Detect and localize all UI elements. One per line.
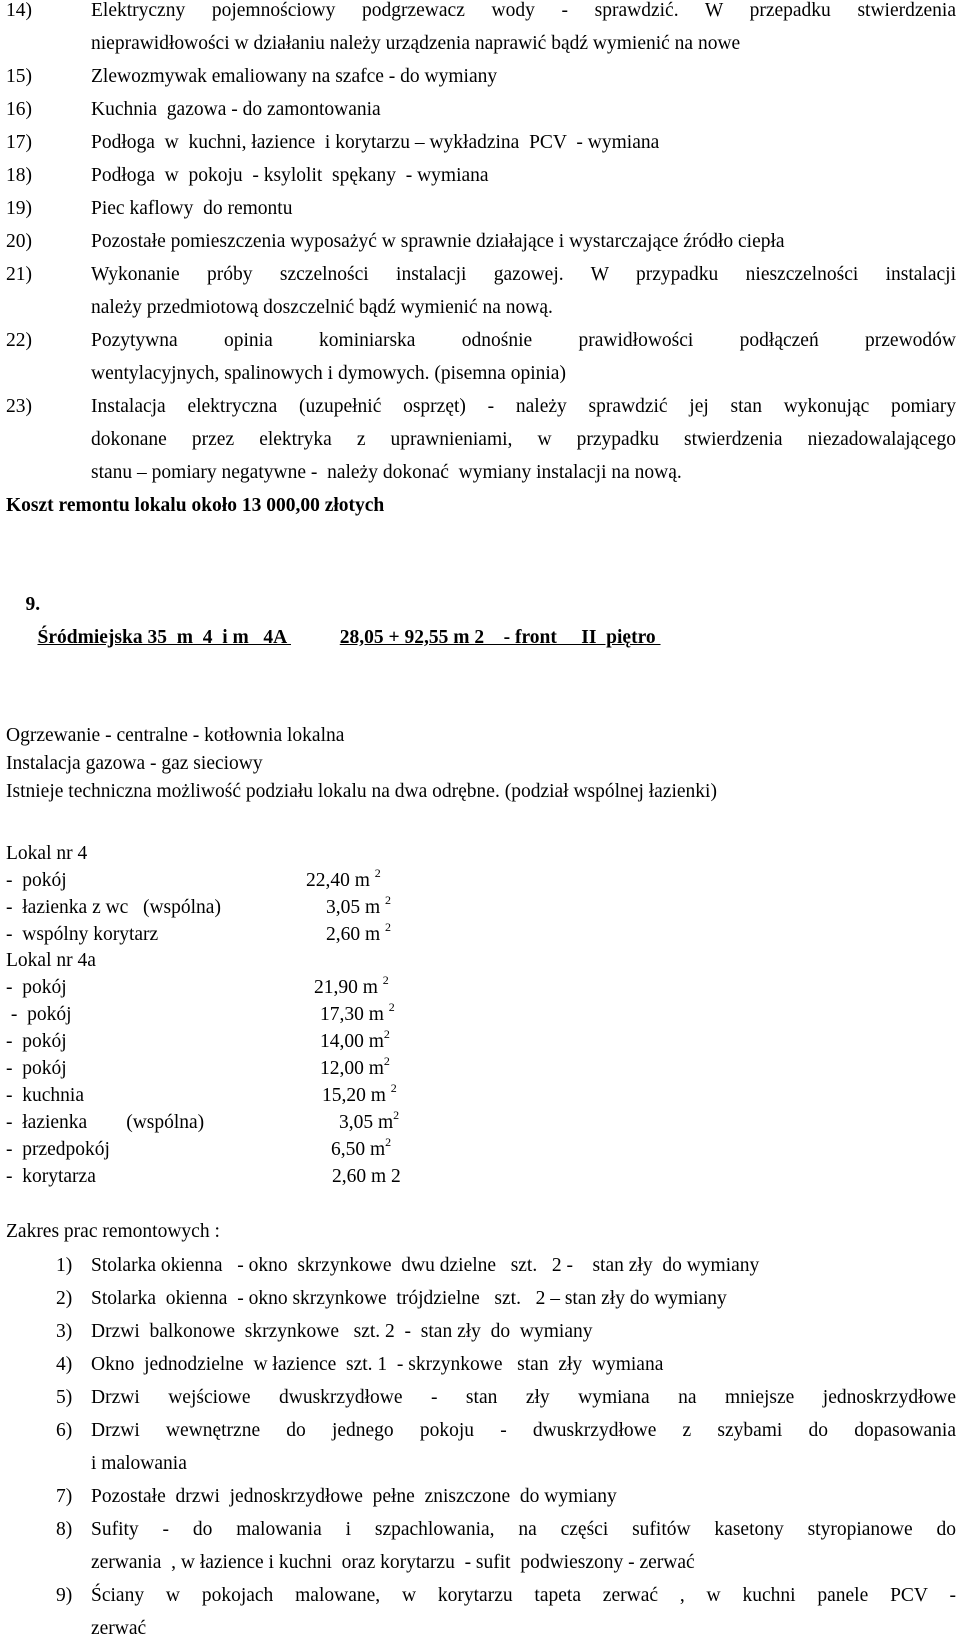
list-item-text: Drzwi balkonowe skrzynkowe szt. 2 - stan zły do wymiany: [91, 1321, 593, 1342]
room-area-value: 12,00 m: [320, 1058, 384, 1079]
area-unit-superscript: 2: [385, 919, 392, 934]
list-item: [6, 126, 956, 159]
list-item: [6, 159, 956, 192]
list-item: [6, 60, 956, 93]
list-item-text: Stolarka okienna - okno skrzynkowe trójdzielne szt. 2 – stan zły do wymiany: [91, 1288, 727, 1309]
list-item: [6, 1480, 956, 1513]
list-item-number: 22): [6, 330, 32, 351]
room-area-value: 6,50 m: [331, 1139, 386, 1160]
section-area: 28,05 + 92,55 m 2 - front II piętro: [339, 627, 661, 648]
area-unit-superscript: 2: [385, 1134, 392, 1149]
list-item-text: nieprawidłowości w działaniu należy urządzenia naprawić bądź wymienić na nowe: [91, 33, 741, 54]
room-name: - pokój: [6, 1004, 72, 1025]
list-item-text: Pozytywna opinia kominiarska odnośnie prawidłowości podłączeń przewodów: [91, 330, 956, 351]
room-area-value: 14,00 m: [320, 1031, 384, 1052]
division-info: Istnieje techniczna możliwość podziału lokalu na dwa odrębne. (podział wspólnej łazienki): [6, 781, 717, 802]
list-item-text: Okno jednodzielne w łazience szt. 1 - skrzynkowe stan zły wymiana: [91, 1354, 664, 1375]
list-item: [6, 390, 956, 489]
room-area: [306, 1160, 401, 1193]
document-page: [6, 0, 956, 1645]
area-unit-superscript: 2: [383, 1053, 390, 1068]
lokal-4-title: Lokal nr 4: [6, 843, 88, 864]
room-area-value: 22,40 m: [306, 870, 375, 891]
list-item-text: Zlewozmywak emaliowany na szafce - do wymiany: [91, 66, 498, 87]
repair-scope-title: Zakres prac remontowych :: [6, 1221, 220, 1242]
list-item-text: należy przedmiotową doszczelnić bądź wymienić na nową.: [91, 297, 553, 318]
list-item-text: Piec kaflowy do remontu: [91, 198, 293, 219]
list-item: [6, 192, 956, 225]
list-item: [6, 93, 956, 126]
list-item: [6, 258, 956, 324]
section-spacer: [291, 627, 340, 648]
area-unit-superscript: 2: [393, 1107, 400, 1122]
list-item-number: 8): [56, 1519, 73, 1540]
list-item-text: Pozostałe drzwi jednoskrzydłowe pełne zniszczone do wymiany: [91, 1486, 617, 1507]
list-item: [6, 1513, 956, 1579]
room-area-value: 3,05 m: [326, 897, 386, 918]
list-item-number: 14): [6, 0, 32, 21]
room-name: - przedpokój: [6, 1139, 110, 1160]
list-item-number: 7): [56, 1486, 73, 1507]
lokal-4a-rooms: [6, 971, 956, 1193]
room-name: - pokój: [6, 977, 67, 998]
list-item: [6, 1282, 956, 1315]
list-item-text: Podłoga w kuchni, łazience i korytarzu – wykładzina PCV - wymiana: [91, 132, 660, 153]
list-item-text: i malowania: [91, 1453, 187, 1474]
list-item: [6, 1381, 956, 1414]
list-item-number: 17): [6, 132, 32, 153]
list-item-number: 16): [6, 99, 32, 120]
room-area-value: 15,20 m: [322, 1085, 391, 1106]
list-item-number: 5): [56, 1387, 73, 1408]
list-item-text: Wykonanie próby szczelności instalacji gazowej. W przypadku nieszczelności instalacji: [91, 264, 956, 285]
cost-line: Koszt remontu lokalu około 13 000,00 złotych: [6, 495, 385, 516]
list-item-number: 19): [6, 198, 32, 219]
list-item-number: 6): [56, 1420, 73, 1441]
list-item-text: zerwać: [91, 1618, 147, 1639]
list-item-number: 3): [56, 1321, 73, 1342]
room-area: [306, 918, 391, 951]
section-number: 9.: [25, 594, 41, 615]
list-item-text: Kuchnia gazowa - do zamontowania: [91, 99, 381, 120]
area-unit-superscript: 2: [383, 1026, 390, 1041]
list-item-number: 18): [6, 165, 32, 186]
room-area-value: 17,30 m: [320, 1004, 389, 1025]
list-item-text: Sufity - do malowania i szpachlowania, na części sufitów kasetony styropianowe do: [91, 1519, 956, 1540]
room-name: - pokój: [6, 1058, 67, 1079]
gas-info: Instalacja gazowa - gaz sieciowy: [6, 753, 263, 774]
list-item-text: stanu – pomiary negatywne - należy dokonać wymiany instalacji na nową.: [91, 462, 682, 483]
room-name: - kuchnia: [6, 1085, 84, 1106]
list-item: [6, 1315, 956, 1348]
area-unit-superscript: 2: [385, 892, 392, 907]
list-item-number: 15): [6, 66, 32, 87]
room-name: - pokój: [6, 870, 67, 891]
list-item: [6, 324, 956, 390]
list-item-number: 1): [56, 1255, 73, 1276]
list-item: [6, 1249, 956, 1282]
list-item-text: dokonane przez elektryka z uprawnieniami, w przypadku stwierdzenia niezadowalającego: [91, 429, 956, 450]
list-item: [6, 1348, 956, 1381]
lokal-4a-title: Lokal nr 4a: [6, 950, 96, 971]
section-heading: [6, 555, 956, 687]
list-item-text: Instalacja elektryczna (uzupełnić osprzęt) - należy sprawdzić jej stan wykonując pomiary: [91, 396, 956, 417]
list-item-number: 4): [56, 1354, 73, 1375]
area-unit-superscript: 2: [388, 999, 395, 1014]
list-item: [6, 0, 956, 60]
room-name: - wspólny korytarz: [6, 924, 159, 945]
list-item-number: 23): [6, 396, 32, 417]
list-item-text: Drzwi wewnętrzne do jednego pokoju - dwuskrzydłowe z szybami do dopasowania: [91, 1420, 956, 1441]
room-area-value: 2,60 m 2: [332, 1166, 401, 1187]
list-item: [6, 1414, 956, 1480]
area-unit-superscript: 2: [374, 865, 381, 880]
room-name: - łazienka (wspólna): [6, 1112, 205, 1133]
list-item-text: Ściany w pokojach malowane, w korytarzu tapeta zerwać , w kuchni panele PCV -: [91, 1585, 956, 1606]
list-item-text: Stolarka okienna - okno skrzynkowe dwu dzielne szt. 2 - stan zły do wymiany: [91, 1255, 760, 1276]
list-item-text: zerwania , w łazience i kuchni oraz korytarzu - sufit podwieszony - zerwać: [91, 1552, 695, 1573]
list-item: [6, 1579, 956, 1645]
heating-info: Ogrzewanie - centralne - kotłownia lokalna: [6, 725, 345, 746]
list-item-text: Pozostałe pomieszczenia wyposażyć w sprawnie działające i wystarczające źródło ciepła: [91, 231, 785, 252]
list-item-number: 21): [6, 264, 32, 285]
list-item-text: Drzwi wejściowe dwuskrzydłowe - stan zły wymiana na mniejsze jednoskrzydłowe: [91, 1387, 956, 1408]
list-item: [6, 225, 956, 258]
room-name: - korytarza: [6, 1166, 96, 1187]
room-name: - łazienka z wc (wspólna): [6, 897, 221, 918]
repair-scope-list: [6, 1249, 956, 1645]
room-area-value: 2,60 m: [326, 924, 386, 945]
area-unit-superscript: 2: [382, 972, 389, 987]
list-item-number: 20): [6, 231, 32, 252]
list-item-text: wentylacyjnych, spalinowych i dymowych. (pisemna opinia): [91, 363, 566, 384]
list-item-text: Elektryczny pojemnościowy podgrzewacz wody - sprawdzić. W przepadku stwierdzenia: [91, 0, 956, 21]
area-unit-superscript: 2: [390, 1080, 397, 1095]
room-area-value: 3,05 m: [339, 1112, 394, 1133]
list-item-text: Podłoga w pokoju - ksylolit spękany - wymiana: [91, 165, 489, 186]
room-name: - pokój: [6, 1031, 67, 1052]
lokal-4-rooms: [6, 864, 956, 951]
repair-list-part-1: [6, 0, 956, 489]
list-item-number: 9): [56, 1585, 73, 1606]
room-area-value: 21,90 m: [314, 977, 383, 998]
list-item-number: 2): [56, 1288, 73, 1309]
section-address: Śródmiejska 35 m 4 i m 4A: [37, 627, 291, 648]
